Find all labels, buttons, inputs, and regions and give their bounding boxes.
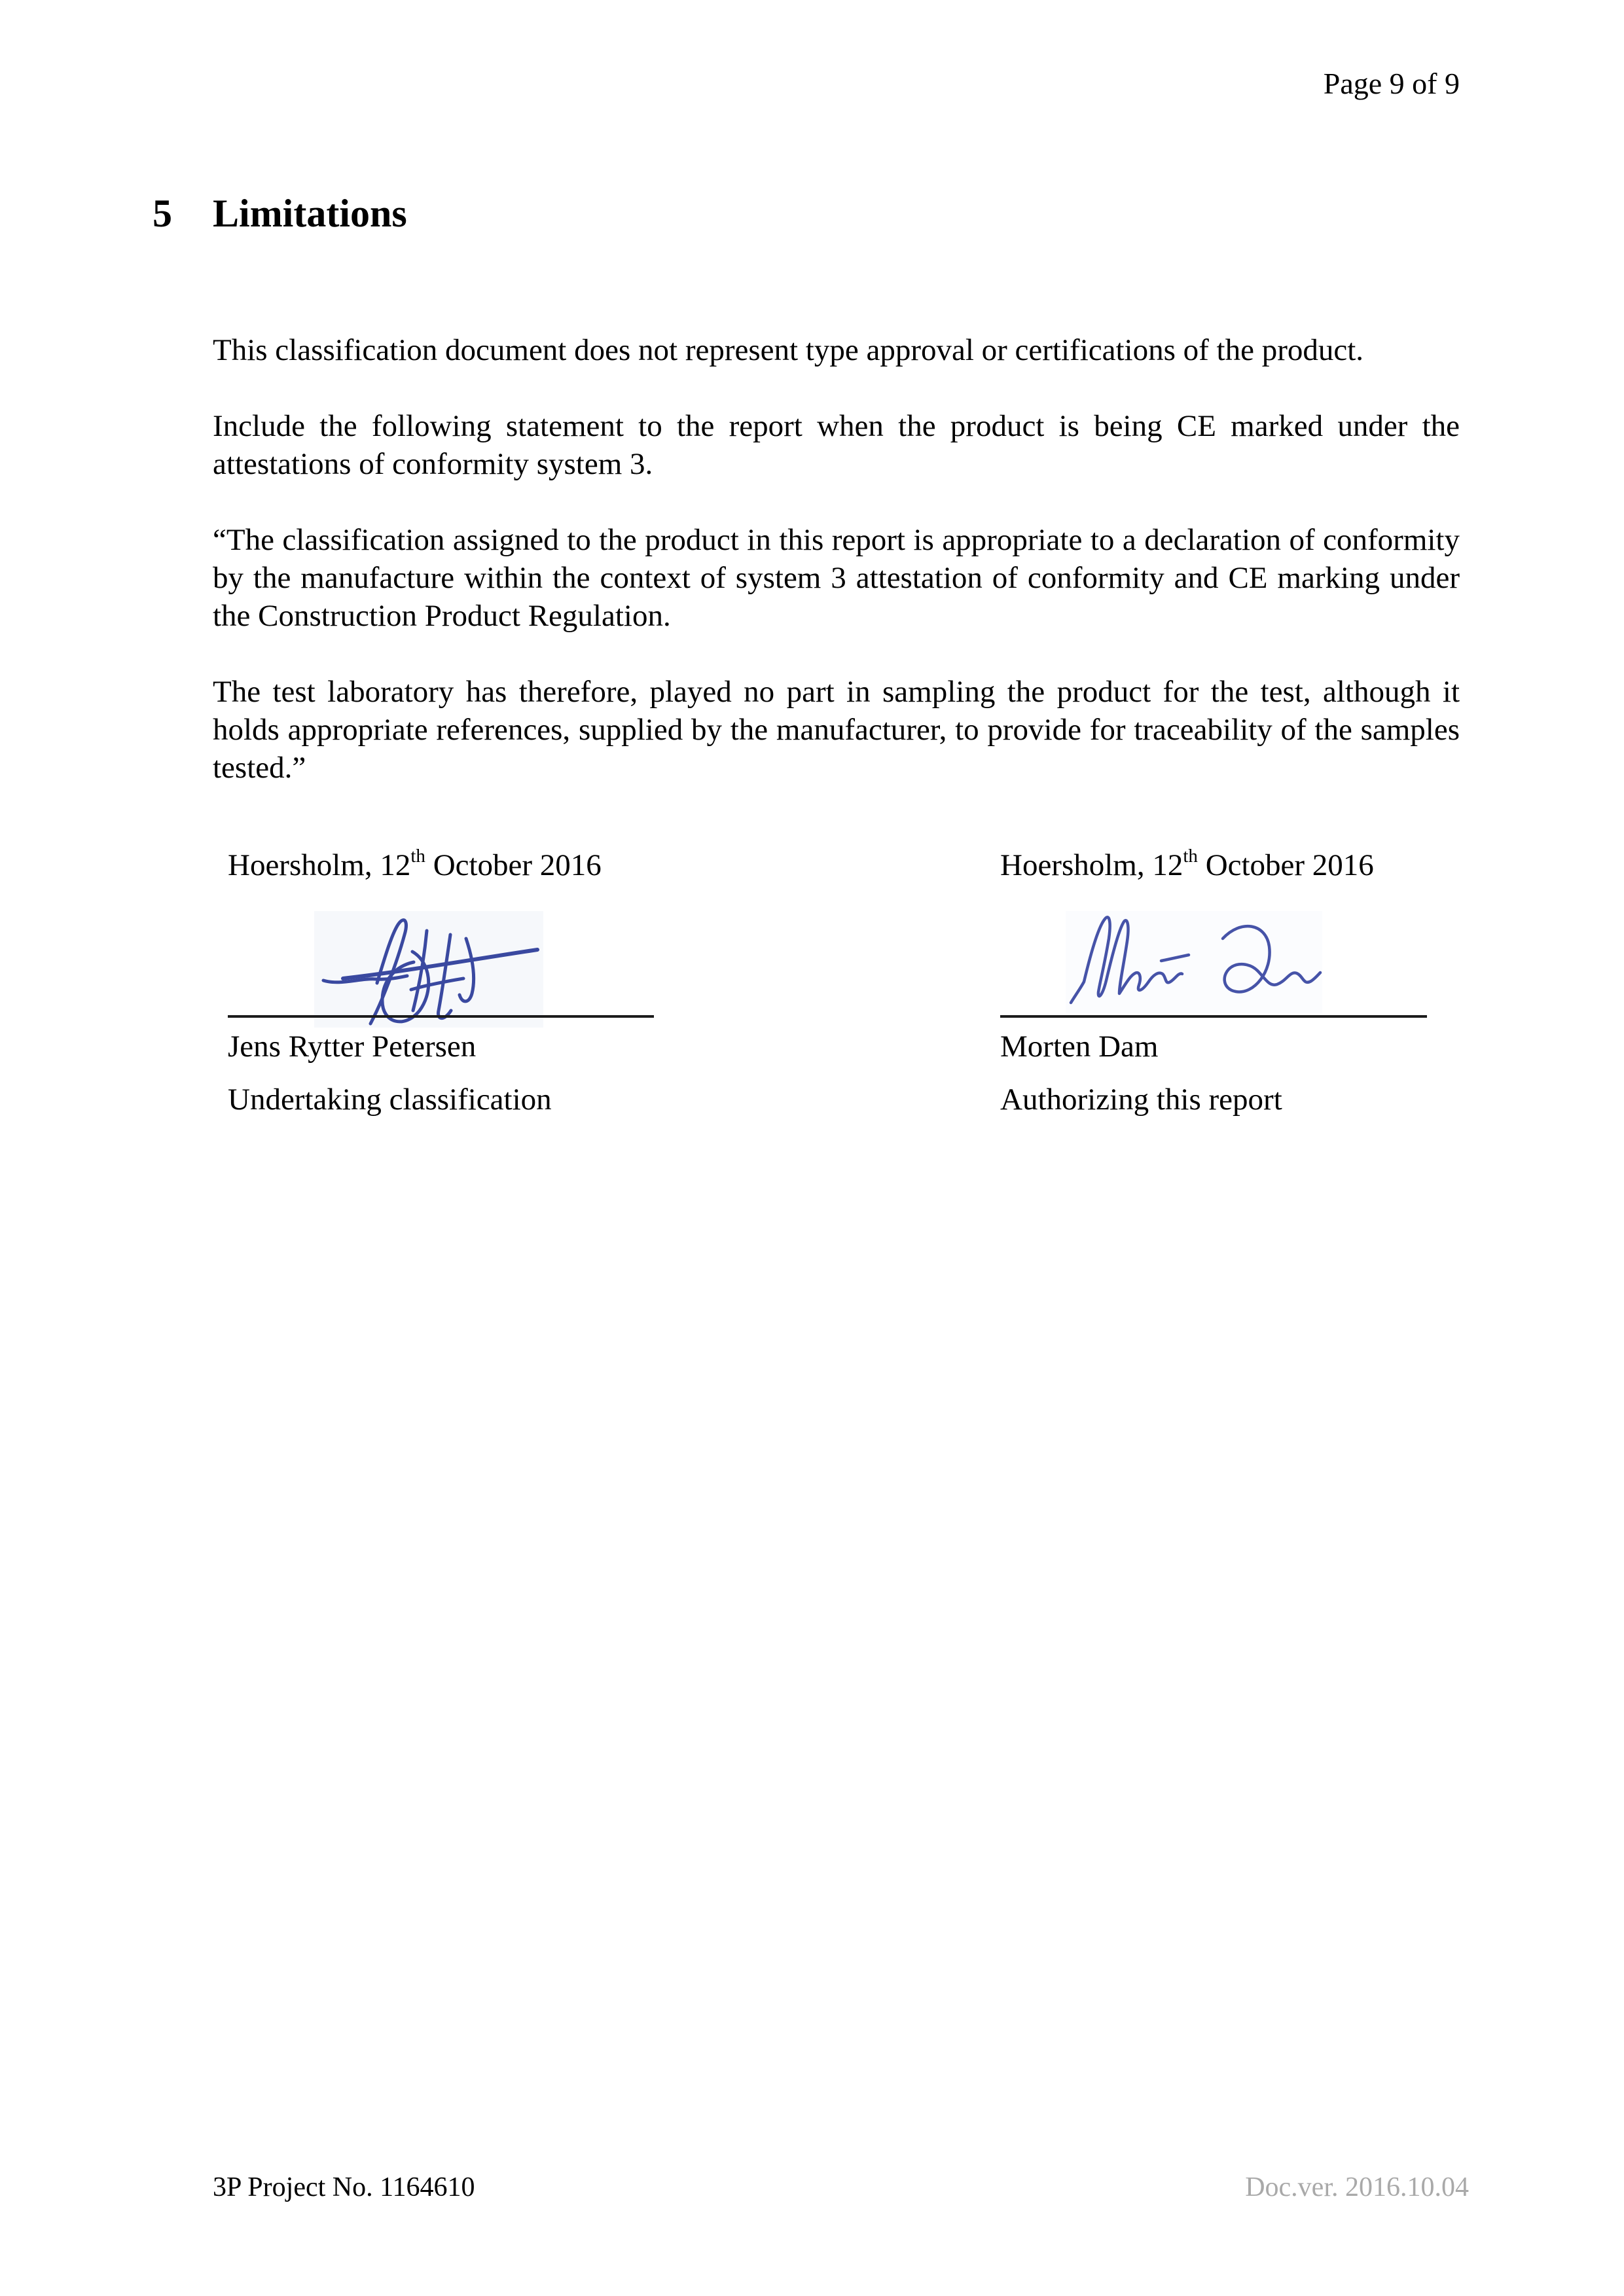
signatory-name-right: Morten Dam (1000, 1030, 1159, 1064)
signature-line (228, 1015, 654, 1018)
signature-line (1000, 1015, 1427, 1018)
signature-right-date-suffix: October 2016 (1197, 848, 1374, 882)
section-number: 5 (153, 192, 172, 235)
paragraph-disclaimer: This classification document does not represent type approval or certifications of the product. (213, 333, 1364, 367)
signature-left-date-ordinal: th (410, 846, 425, 867)
signature-left-date-suffix: October 2016 (425, 848, 602, 882)
signature-right-date-prefix: Hoersholm, 12 (1000, 848, 1183, 882)
signatory-role-right: Authorizing this report (1000, 1083, 1282, 1117)
signatory-name-left: Jens Rytter Petersen (228, 1030, 477, 1064)
footer-doc-version: Doc.ver. 2016.10.04 (1245, 2172, 1469, 2202)
page-number: Page 9 of 9 (1323, 67, 1460, 100)
paragraph-ce-statement-intro: Include the following statement to the report when the product is being CE marked under the attestations of conformity system 3. (213, 409, 1460, 481)
handwritten-signature-icon (314, 911, 543, 1028)
section-body (213, 331, 1460, 825)
signature-right-date-ordinal: th (1183, 846, 1198, 867)
paragraph-quoted-statement-1: “The classification assigned to the product in this report is appropriate to a declaration of conformity by the manufacture within the context of system 3 attestation of conformity and CE marking under the Construction Product Regulation. (213, 523, 1460, 633)
handwritten-signature-icon (1066, 911, 1322, 1013)
signature-left-place-date (228, 846, 602, 884)
paragraph-quoted-statement-2: The test laboratory has therefore, played no part in sampling the product for the test, although it holds appropriate references, supplied by the manufacturer, to provide for traceability of the samples tested.” (213, 675, 1460, 785)
section-title: Limitations (213, 192, 407, 235)
signatory-role-left: Undertaking classification (228, 1083, 552, 1117)
signature-left-date-prefix: Hoersholm, 12 (228, 848, 411, 882)
signature-right-place-date (1000, 846, 1374, 884)
footer-project-number: 3P Project No. 1164610 (213, 2172, 475, 2202)
